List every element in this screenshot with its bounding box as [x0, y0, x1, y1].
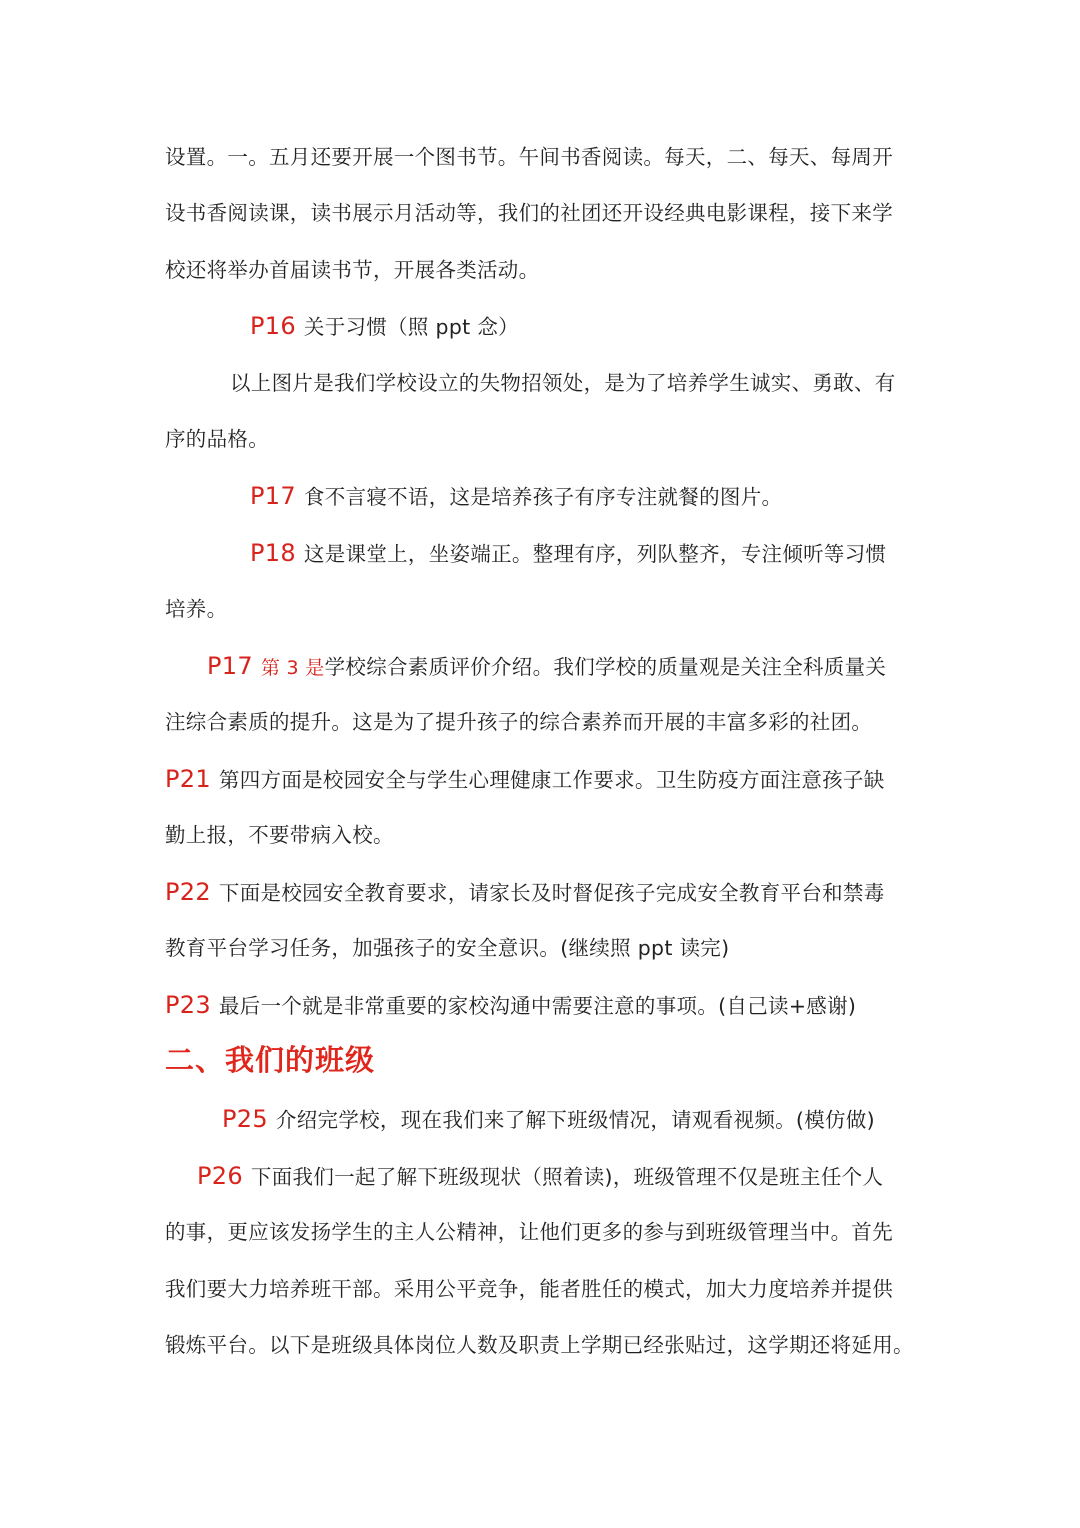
- text-line: 设书香阅读课，读书展示月活动等，我们的社团还开设经典电影课程，接下来学: [165, 201, 893, 225]
- page-ref-p22: P22: [165, 878, 211, 906]
- text-line: 注综合素质的提升。这是为了提升孩子的综合素养而开展的丰富多彩的社团。: [165, 710, 873, 734]
- p17b-red-text: 第 3 是: [260, 657, 325, 679]
- p23-line: [165, 990, 856, 1021]
- text-line: 教育平台学习任务，加强孩子的安全意识。(继续照 ppt 读完): [165, 936, 730, 960]
- p17-text: 食不言寝不语，这是培养孩子有序专注就餐的图片。: [303, 485, 783, 509]
- text-line: 锻炼平台。以下是班级具体岗位人数及职责上学期已经张贴过，这学期还将延用。: [165, 1333, 914, 1357]
- p17b-text: 学校综合素质评价介绍。我们学校的质量观是关注全科质量关: [324, 655, 887, 679]
- text-line: 设置。一。五月还要开展一个图书节。午间书香阅读。每天，二、每天、每周开: [165, 145, 893, 169]
- page-ref-p25: P25: [222, 1105, 268, 1133]
- page-ref-p18: P18: [250, 539, 296, 567]
- p22-line: [165, 877, 885, 908]
- p25-text: 介绍完学校，现在我们来了解下班级情况，请观看视频。(模仿做): [275, 1108, 875, 1132]
- text-line: 校还将举办首届读书节，开展各类活动。: [165, 258, 540, 282]
- p17-line: [250, 481, 782, 512]
- text-line: 以上图片是我们学校设立的失物招领处，是为了培养学生诚实、勇敢、有: [230, 371, 896, 395]
- p21-text: 第四方面是校园安全与学生心理健康工作要求。卫生防疫方面注意孩子缺: [218, 768, 885, 792]
- text-line: 培养。: [165, 597, 228, 621]
- p26-text: 下面我们一起了解下班级现状（照着读)，班级管理不仅是班主任个人: [250, 1165, 884, 1189]
- p25-line: [222, 1104, 875, 1135]
- p16-text: 关于习惯（照 ppt 念）: [303, 315, 519, 339]
- text-line: 序的品格。: [165, 427, 269, 451]
- page-ref-p21: P21: [165, 765, 211, 793]
- p18-text: 这是课堂上，坐姿端正。整理有序，列队整齐，专注倾听等习惯: [303, 542, 887, 566]
- page-ref-p26: P26: [197, 1162, 243, 1190]
- text-line: 勤上报，不要带病入校。: [165, 823, 394, 847]
- p26-line: [197, 1161, 883, 1192]
- page-ref-p17: P17: [250, 482, 296, 510]
- p21-line: [165, 764, 885, 795]
- p16-line: [250, 311, 519, 342]
- section-heading: 二、我们的班级: [165, 1043, 376, 1077]
- p23-text: 最后一个就是非常重要的家校沟通中需要注意的事项。(自己读+感谢): [218, 994, 857, 1018]
- page-ref-p16: P16: [250, 312, 296, 340]
- p17b-line: [207, 651, 886, 683]
- p22-text: 下面是校园安全教育要求，请家长及时督促孩子完成安全教育平台和禁毒: [218, 881, 885, 905]
- text-line: 的事，更应该发扬学生的主人公精神，让他们更多的参与到班级管理当中。首先: [165, 1220, 893, 1244]
- page-ref-p23: P23: [165, 991, 211, 1019]
- p18-line: [250, 538, 886, 569]
- text-line: 我们要大力培养班干部。采用公平竞争，能者胜任的模式，加大力度培养并提供: [165, 1277, 893, 1301]
- page-ref-p17b: P17: [207, 652, 253, 680]
